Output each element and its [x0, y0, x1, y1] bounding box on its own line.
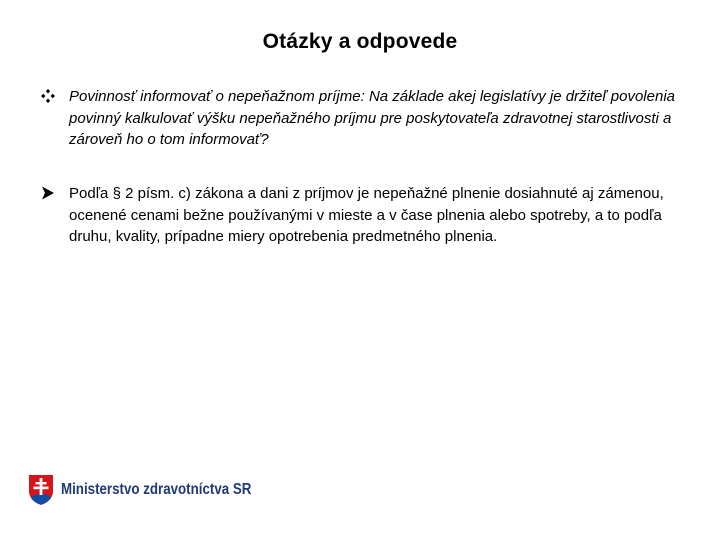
ministry-logo-text: Ministerstvo zdravotníctva SR: [61, 481, 252, 498]
ministry-logo: [28, 474, 282, 506]
arrowhead-bullet-icon: [40, 185, 56, 201]
diamond-bullet-icon: [40, 88, 56, 104]
bullet-question: [40, 86, 680, 151]
bullet-answer-text: Podľa § 2 písm. c) zákona a dani z príjmov je nepeňažné plnenie dosiahnuté aj zámenou, ocenené cenami bežne používanými v mieste a v čase plnenia alebo spotreby, a to podľa druhu, kvality, prípadne miery opotrebenia predmetného plnenia.: [69, 185, 664, 245]
bullet-question-text: Povinnosť informovať o nepeňažnom príjme: Na základe akej legislatívy je držiteľ povolenia povinný kalkulovať výšku nepeňažného príjmu pre poskytovateľa zdravotnej starostlivosti a zároveň ho o tom informovať?: [69, 88, 675, 148]
slide-title: Otázky a odpovede: [262, 30, 458, 53]
slovak-coat-of-arms-icon: [28, 474, 54, 506]
bullet-answer: [40, 183, 680, 248]
